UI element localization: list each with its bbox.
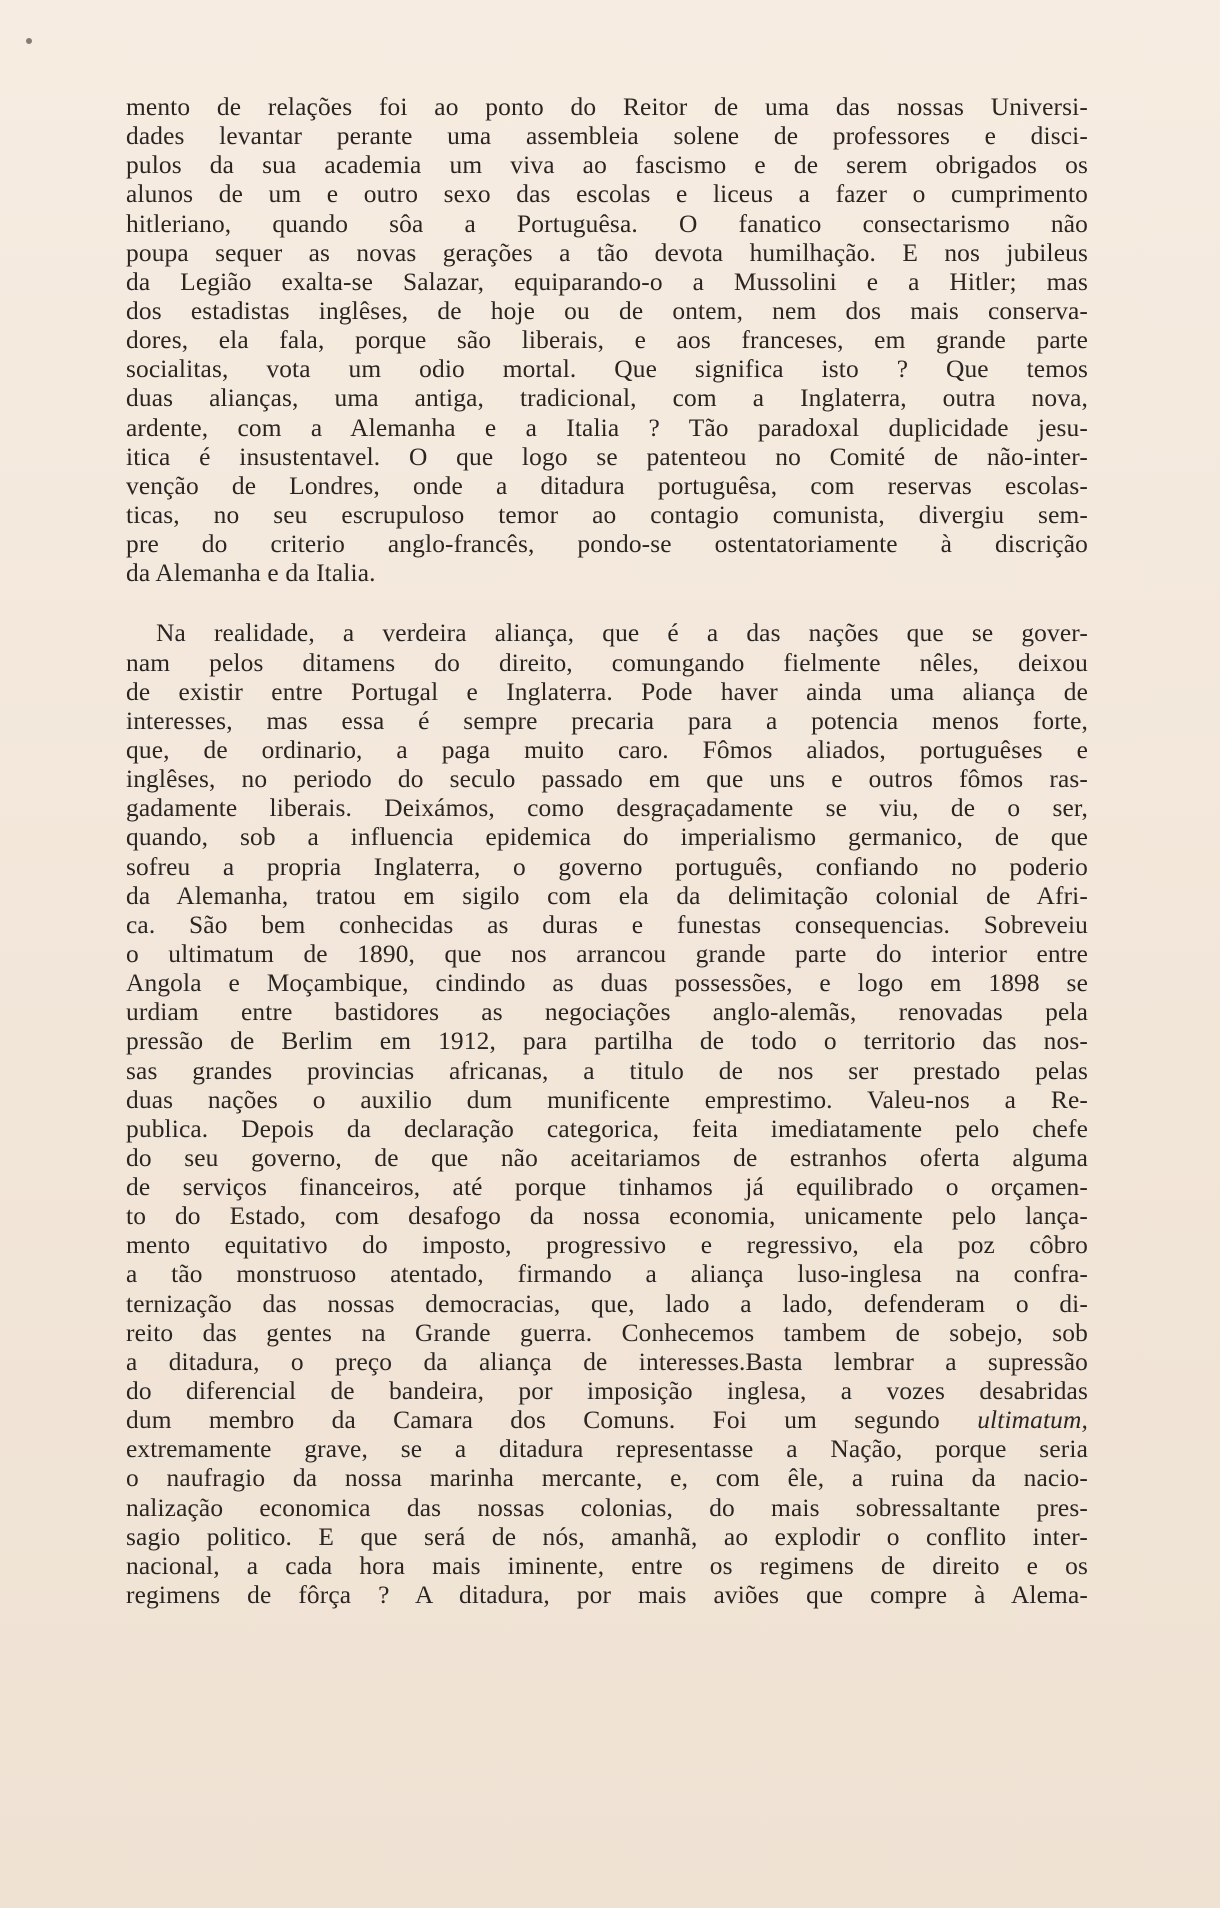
text-line: da Legião exalta-se Salazar, equiparando-o a Mussolini e a Hitler; mas: [126, 267, 1088, 296]
italic-word: ultimatum,: [977, 1406, 1089, 1435]
text-line: a tão monstruoso atentado, firmando a aliança luso-inglesa na confra-: [126, 1260, 1088, 1289]
text-line: ticas, no seu escrupuloso temor ao contagio comunista, divergiu sem-: [126, 500, 1088, 529]
text-line: a ditadura, o preço da aliança de interesses.Basta lembrar a supressão: [126, 1347, 1088, 1376]
text-line: itica é insustentavel. O que logo se patenteou no Comité de não-inter-: [126, 442, 1088, 471]
text-line: nam pelos ditamens do direito, comungando fielmente nêles, deixou: [126, 648, 1088, 677]
paragraph-1: [126, 93, 1088, 588]
text-line: ternização das nossas democracias, que, lado a lado, defenderam o di-: [126, 1289, 1088, 1318]
text-line: reito das gentes na Grande guerra. Conhecemos tambem de sobejo, sob: [126, 1318, 1088, 1347]
text-line: quando, sob a influencia epidemica do imperialismo germanico, de que: [126, 823, 1088, 852]
text-line: mento equitativo do imposto, progressivo e regressivo, ela poz côbro: [126, 1231, 1088, 1260]
text-line: poupa sequer as novas gerações a tão devota humilhação. E nos jubileus: [126, 238, 1088, 267]
text-line: pulos da sua academia um viva ao fascismo e de serem obrigados os: [126, 151, 1088, 180]
text-line: nacional, a cada hora mais iminente, entre os regimens de direito e os: [126, 1551, 1088, 1580]
text-line: ca. São bem conhecidas as duras e funestas consequencias. Sobreveiu: [126, 910, 1088, 939]
text-line: inglêses, no periodo do seculo passado em que uns e outros fômos ras-: [126, 765, 1088, 794]
text-line: urdiam entre bastidores as negociações anglo-alemãs, renovadas pela: [126, 998, 1088, 1027]
text-line: Angola e Moçambique, cindindo as duas possessões, e logo em 1898 se: [126, 969, 1088, 998]
text-line: Na realidade, a verdeira aliança, que é a das nações que se gover-: [156, 619, 1088, 648]
text-line: sagio politico. E que será de nós, amanhã, ao explodir o conflito inter-: [126, 1522, 1088, 1551]
text-line: socialitas, vota um odio mortal. Que significa isto ? Que temos: [126, 355, 1088, 384]
text-line: o naufragio da nossa marinha mercante, e, com êle, a ruina da nacio-: [126, 1464, 1088, 1493]
text-line: extremamente grave, se a ditadura representasse a Nação, porque seria: [126, 1435, 1088, 1464]
text-line: de existir entre Portugal e Inglaterra. Pode haver ainda uma aliança de: [126, 677, 1088, 706]
text-line: pre do criterio anglo-francês, pondo-se ostentatoriamente à discrição: [126, 530, 1088, 559]
text-line: pressão de Berlim em 1912, para partilha de todo o territorio das nos-: [126, 1027, 1088, 1056]
text-line: alunos de um e outro sexo das escolas e liceus a fazer o cumprimento: [126, 180, 1088, 209]
text-line-with-italic: [126, 1406, 1088, 1435]
text-line: regimens de fôrça ? A ditadura, por mais aviões que compre à Alema-: [126, 1581, 1088, 1610]
text-line: venção de Londres, onde a ditadura portuguêsa, com reservas escolas-: [126, 471, 1088, 500]
text-line: que, de ordinario, a paga muito caro. Fômos aliados, portuguêses e: [126, 735, 1088, 764]
text-line: hitleriano, quando sôa a Portuguêsa. O fanatico consectarismo não: [126, 209, 1088, 238]
text-line: do diferencial de bandeira, por imposição inglesa, a vozes desabridas: [126, 1377, 1088, 1406]
text-line: da Alemanha e da Italia.: [126, 559, 376, 588]
text-line: publica. Depois da declaração categorica, feita imediatamente pelo chefe: [126, 1114, 1088, 1143]
body-text: [126, 93, 1088, 1610]
text-line: dades levantar perante uma assembleia solene de professores e disci-: [126, 122, 1088, 151]
text-line: interesses, mas essa é sempre precaria para a potencia menos forte,: [126, 706, 1088, 735]
text-line-main: dum membro da Camara dos Comuns. Foi um segundo: [126, 1406, 940, 1435]
text-line: de serviços financeiros, até porque tinhamos já equilibrado o orçamen-: [126, 1173, 1088, 1202]
speck-mark: [26, 38, 32, 44]
text-line: mento de relações foi ao ponto do Reitor de uma das nossas Universi-: [126, 93, 1088, 121]
paragraph-2: [126, 619, 1088, 1610]
text-line: da Alemanha, tratou em sigilo com ela da delimitação colonial de Afri-: [126, 881, 1088, 910]
text-line: duas alianças, uma antiga, tradicional, com a Inglaterra, outra nova,: [126, 384, 1088, 413]
text-line: duas nações o auxilio dum munificente emprestimo. Valeu-nos a Re-: [126, 1085, 1088, 1114]
text-line: gadamente liberais. Deixámos, como desgraçadamente se viu, de o ser,: [126, 794, 1088, 823]
text-line: ardente, com a Alemanha e a Italia ? Tão paradoxal duplicidade jesu-: [126, 413, 1088, 442]
text-line: do seu governo, de que não aceitariamos de estranhos oferta alguma: [126, 1143, 1088, 1172]
text-line: dos estadistas inglêses, de hoje ou de ontem, nem dos mais conserva-: [126, 296, 1088, 325]
text-line: sofreu a propria Inglaterra, o governo português, confiando no poderio: [126, 852, 1088, 881]
text-line: nalização economica das nossas colonias, do mais sobressaltante pres-: [126, 1493, 1088, 1522]
text-line: dores, ela fala, porque são liberais, e aos franceses, em grande parte: [126, 326, 1088, 355]
text-line: o ultimatum de 1890, que nos arrancou grande parte do interior entre: [126, 939, 1088, 968]
text-line: sas grandes provincias africanas, a titulo de nos ser prestado pelas: [126, 1056, 1088, 1085]
text-line: to do Estado, com desafogo da nossa economia, unicamente pelo lança-: [126, 1202, 1088, 1231]
